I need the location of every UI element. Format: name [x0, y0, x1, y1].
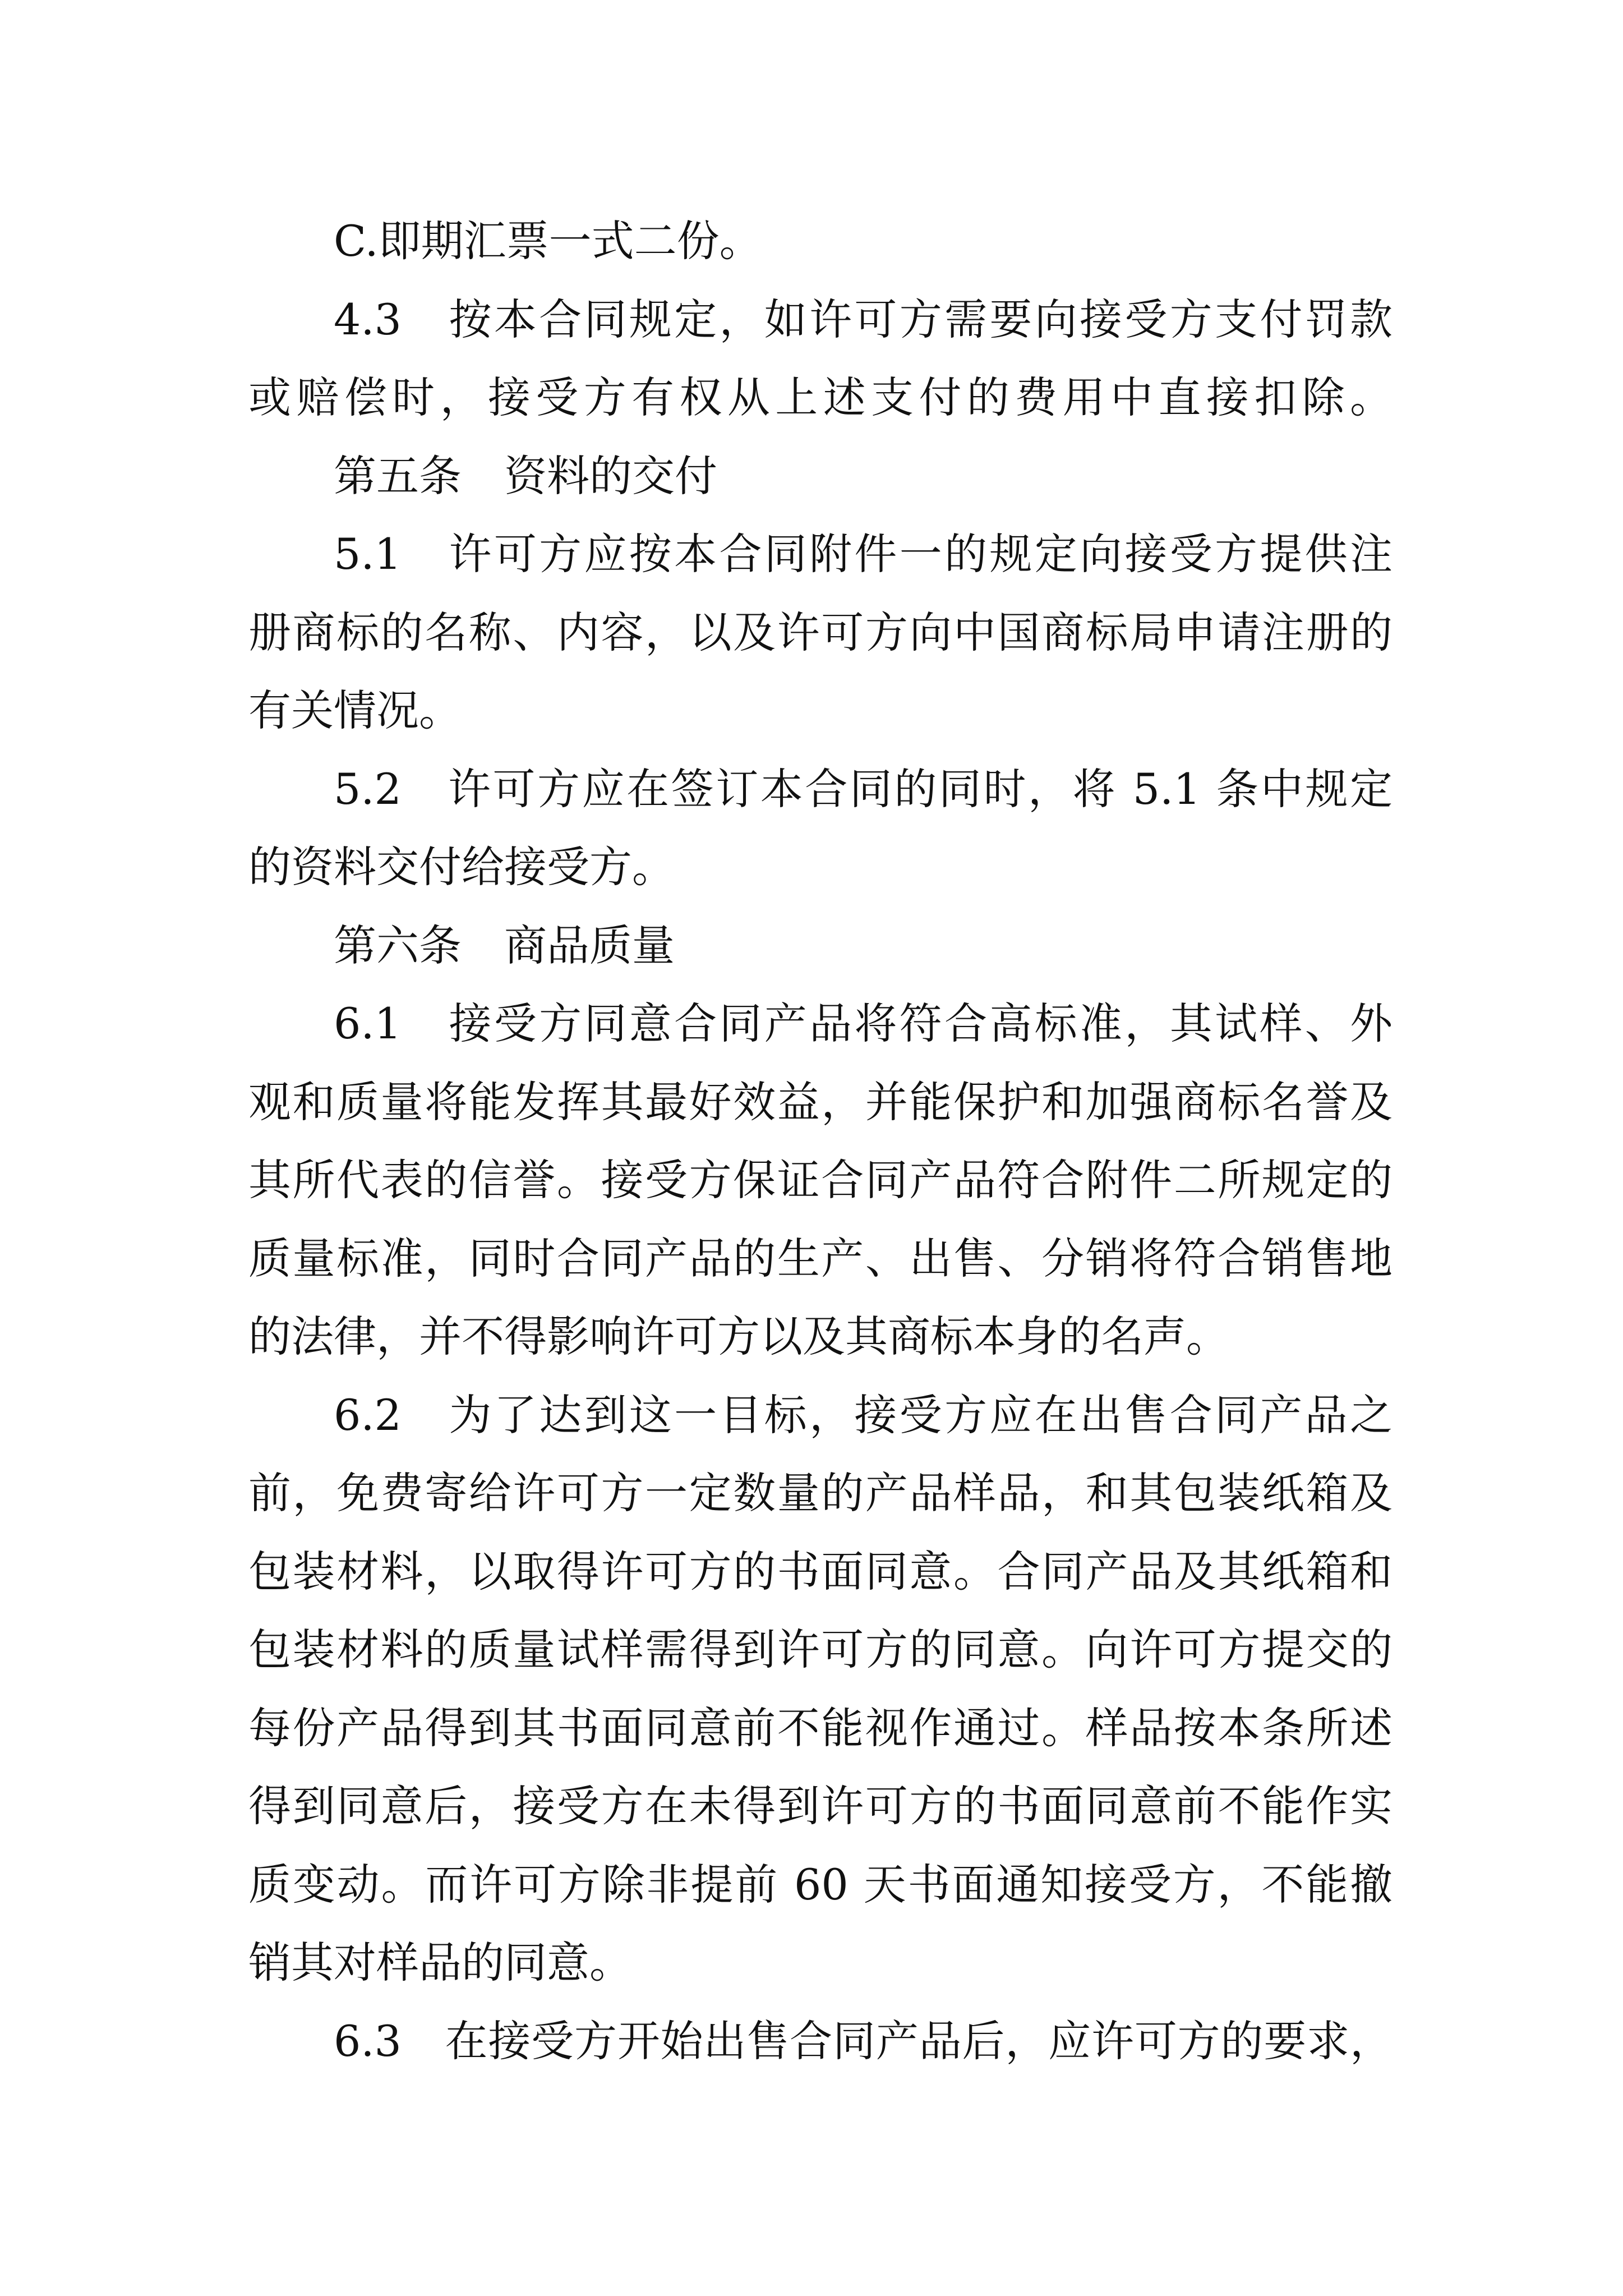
contract-text-body — [248, 202, 1393, 2080]
text-line: 质变动。而许可方除非提前 60 天书面通知接受方，不能撤 — [248, 1859, 1393, 1910]
text-line: 的资料交付给接受方。 — [248, 842, 675, 892]
text-line: 6.1 接受方同意合同产品将符合高标准，其试样、外 — [334, 999, 1393, 1048]
text-line: 5.1 许可方应按本合同附件一的规定向接受方提供注 — [334, 529, 1393, 579]
text-line: 或赔偿时，接受方有权从上述支付的费用中直接扣除。 — [248, 372, 1393, 422]
text-line: 6.3 在接受方开始出售合同产品后，应许可方的要求， — [334, 2016, 1393, 2066]
text-line: 前，免费寄给许可方一定数量的产品样品，和其包装纸箱及 — [248, 1468, 1393, 1518]
text-line: 的法律，并不得影响许可方以及其商标本身的名声。 — [248, 1312, 1229, 1361]
text-line: 每份产品得到其书面同意前不能视作通过。样品按本条所述 — [248, 1703, 1393, 1753]
text-line: 得到同意后，接受方在未得到许可方的书面同意前不能作实 — [248, 1781, 1393, 1831]
text-line: 质量标准，同时合同产品的生产、出售、分销将符合销售地 — [248, 1233, 1393, 1283]
text-line: 5.2 许可方应在签订本合同的同时，将 5.1 条中规定 — [334, 763, 1393, 814]
text-line: 包装材料，以取得许可方的书面同意。合同产品及其纸箱和 — [248, 1546, 1393, 1596]
text-line: C.即期汇票一式二份。 — [334, 216, 762, 266]
text-line: 第六条 商品质量 — [334, 920, 675, 970]
text-line: 观和质量将能发挥其最好效益，并能保护和加强商标名誉及 — [248, 1076, 1393, 1127]
text-line: 4.3 按本合同规定，如许可方需要向接受方支付罚款 — [334, 294, 1393, 344]
text-line: 6.2 为了达到这一目标，接受方应在出售合同产品之 — [334, 1389, 1393, 1440]
text-line: 销其对样品的同意。 — [248, 1938, 632, 1987]
text-line: 包装材料的质量试样需得到许可方的同意。向许可方提交的 — [248, 1625, 1393, 1674]
text-line: 其所代表的信誉。接受方保证合同产品符合附件二所规定的 — [248, 1155, 1393, 1205]
text-line: 册商标的名称、内容，以及许可方向中国商标局申请注册的 — [248, 607, 1393, 657]
text-line: 有关情况。 — [248, 685, 462, 735]
text-line: 第五条 资料的交付 — [334, 450, 717, 501]
